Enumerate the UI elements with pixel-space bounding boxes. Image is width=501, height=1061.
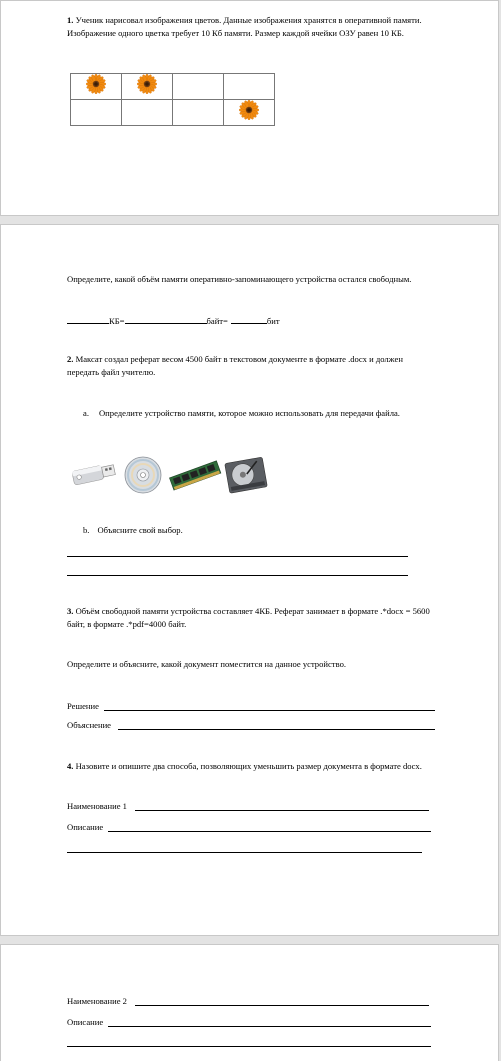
blank-bytes[interactable] xyxy=(125,314,207,324)
grid-cell xyxy=(122,100,173,126)
task2-number: 2. xyxy=(67,354,74,364)
answer-line[interactable] xyxy=(67,1046,431,1047)
solution-label: Решение xyxy=(67,701,99,711)
answer-line[interactable] xyxy=(67,575,408,576)
grid-row xyxy=(71,100,275,126)
name2-line[interactable] xyxy=(135,1005,429,1006)
grid-cell xyxy=(122,74,173,100)
grid-cell xyxy=(71,74,122,100)
page-3 xyxy=(0,944,499,1061)
ram-module-icon xyxy=(167,459,223,491)
memory-grid xyxy=(70,73,275,126)
name1-line[interactable] xyxy=(135,810,429,811)
explanation-line[interactable] xyxy=(118,729,435,730)
cd-disc-icon xyxy=(123,455,163,495)
flower-icon xyxy=(86,74,106,94)
answer-line-task1 xyxy=(67,314,280,328)
task1-number: 1. xyxy=(67,15,74,25)
blank-bits[interactable] xyxy=(231,314,267,324)
solution-line[interactable] xyxy=(104,710,435,711)
task2-a-text: Определите устройство памяти, которое можно использовать для передачи файла. xyxy=(98,408,400,418)
task4-text: Назовите и опишите два способа, позволяющих уменьшить размер документа в формате docx. xyxy=(73,761,422,771)
grid-cell xyxy=(224,100,275,126)
grid-cell xyxy=(173,74,224,100)
task2-b-text: Объясните свой выбор. xyxy=(97,525,183,535)
unit-bytes: байт= xyxy=(206,316,228,326)
grid-cell xyxy=(224,74,275,100)
page-1 xyxy=(0,0,499,216)
task2-line1 xyxy=(67,353,403,366)
task1-line1 xyxy=(67,14,422,27)
task3-line1 xyxy=(67,605,430,618)
list-marker-b: b. xyxy=(83,525,90,535)
grid-cell xyxy=(71,100,122,126)
task1-text1: Ученик нарисовал изображения цветов. Данные изображения хранятся в оперативной памяти. xyxy=(73,15,422,25)
task4-line xyxy=(67,760,422,773)
task2-line2: передать файл учителю. xyxy=(67,367,156,377)
task3-text1: Объём свободной памяти устройства составляет 4КБ. Реферат занимает в формате .*docx = 5600 xyxy=(73,606,430,616)
task1-line2: Изображение одного цветка требует 10 Кб памяти. Размер каждой ячейки ОЗУ равен 10 КБ. xyxy=(67,28,404,38)
hard-disk-icon xyxy=(223,455,271,495)
description-line-2[interactable] xyxy=(108,1026,431,1027)
grid-cell xyxy=(173,100,224,126)
name1-label: Наименование 1 xyxy=(67,801,127,811)
task3-line2: байт, в формате .*pdf=4000 байт. xyxy=(67,619,187,629)
task2-b xyxy=(83,524,183,537)
grid-row xyxy=(71,74,275,100)
answer-line[interactable] xyxy=(67,556,408,557)
answer-line[interactable] xyxy=(67,852,422,853)
usb-flash-drive-icon xyxy=(69,457,119,493)
task2-text1: Максат создал реферат весом 4500 байт в текстовом документе в формате .docx и должен xyxy=(73,354,403,364)
list-marker-a: a. xyxy=(83,408,89,418)
unit-kb: КБ= xyxy=(109,316,125,326)
task4-number: 4. xyxy=(67,761,74,771)
description-label: Описание xyxy=(67,822,104,832)
blank-kb[interactable] xyxy=(67,314,109,324)
task1-question: Определите, какой объём памяти оперативно-запоминающего устройства остался свободным. xyxy=(67,274,412,284)
task3-question: Определите и объясните, какой документ поместится на данное устройство. xyxy=(67,659,347,669)
flower-icon xyxy=(239,100,259,120)
description-line[interactable] xyxy=(108,831,431,832)
task3-number: 3. xyxy=(67,606,74,616)
flower-icon xyxy=(137,74,157,94)
description-label-2: Описание xyxy=(67,1017,104,1027)
name2-label: Наименование 2 xyxy=(67,996,127,1006)
unit-bits: бит xyxy=(266,316,280,326)
page-2 xyxy=(0,224,499,936)
explanation-label: Объяснение xyxy=(67,720,112,730)
task2-a xyxy=(83,407,400,420)
